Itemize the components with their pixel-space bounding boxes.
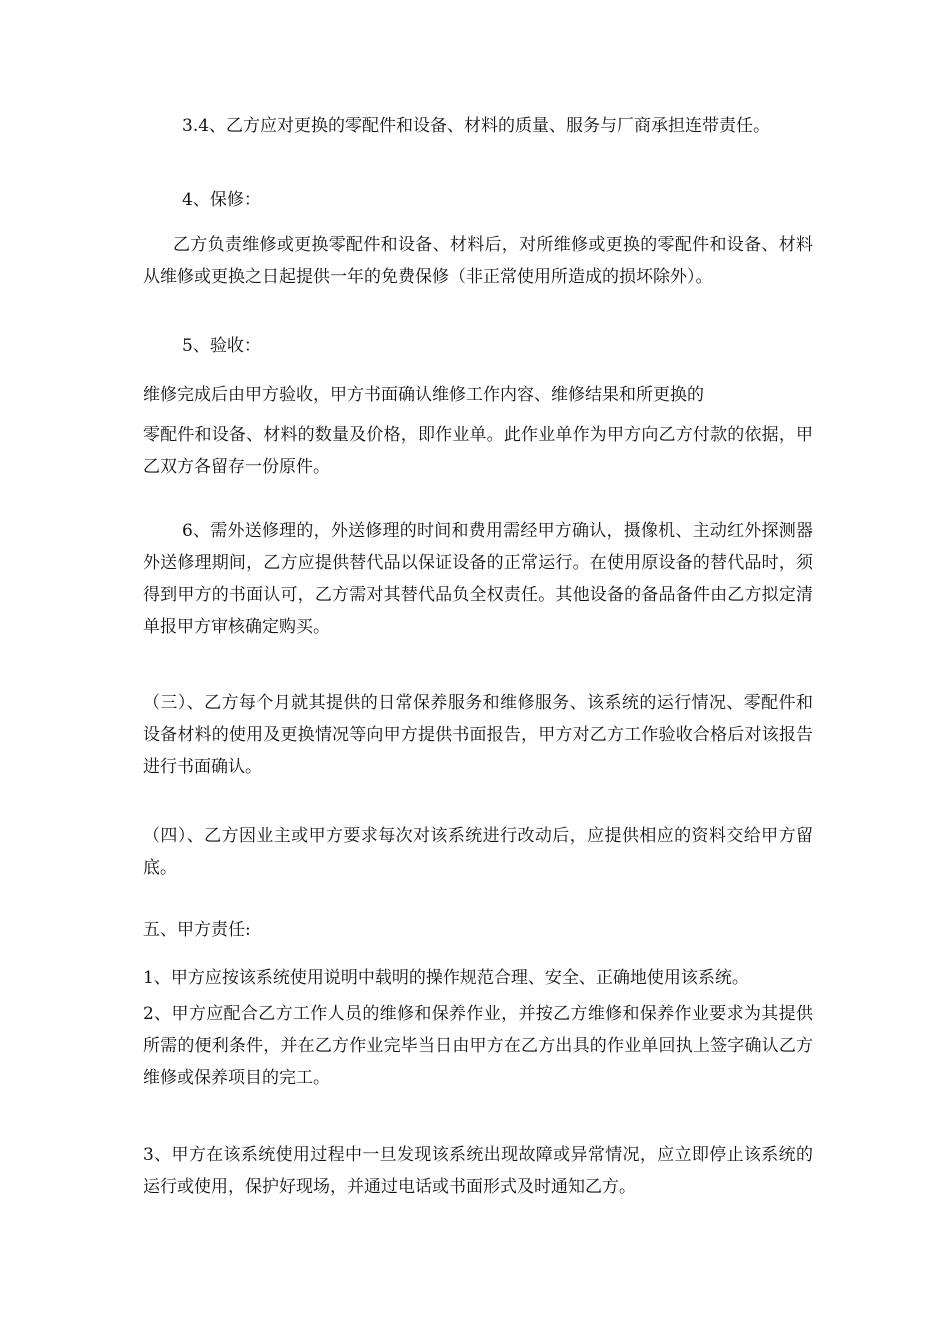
paragraph-monthly-report: （三）、乙方每个月就其提供的日常保养服务和维修服务、该系统的运行情况、零配件和设备材料的使用及更换情况等向甲方提供书面报告，甲方对乙方工作验收合格后对该报告进行书面确认。: [143, 693, 813, 777]
paragraph-party-a-2: 2、甲方应配合乙方工作人员的维修和保养作业，并按乙方维修和保养作业要求为其提供所需的便利条件，并在乙方作业完毕当日由甲方在乙方出具的作业单回执上签字确认乙方维修或保养项目的完工。: [143, 1004, 813, 1088]
paragraph-acceptance-line1: 维修完成后由甲方验收，甲方书面确认维修工作内容、维修结果和所更换的: [143, 385, 704, 405]
paragraph-acceptance-cont: 零配件和设备、材料的数量及价格，即作业单。此作业单作为甲方向乙方付款的依据，甲乙双方各留存一份原件。: [143, 425, 813, 477]
paragraph-modification-records: （四）、乙方因业主或甲方要求每次对该系统进行改动后，应提供相应的资料交给甲方留底。: [143, 826, 813, 878]
paragraph-warranty: 乙方负责维修或更换零配件和设备、材料后，对所维修或更换的零配件和设备、材料从维修或更换之日起提供一年的免费保修（非正常使用所造成的损坏除外）。: [143, 235, 813, 287]
section-heading-party-a: 五、甲方责任:: [143, 920, 251, 940]
paragraph-party-a-3: 3、甲方在该系统使用过程中一旦发现该系统出现故障或异常情况，应立即停止该系统的运行或使用，保护好现场，并通过电话或书面形式及时通知乙方。: [143, 1145, 813, 1197]
heading-acceptance: 5、验收：: [182, 336, 261, 356]
paragraph-external-repair: 6、需外送修理的，外送修理的时间和费用需经甲方确认，摄像机、主动红外探测器外送修理期间，乙方应提供替代品以保证设备的正常运行。在使用原设备的替代品时，须得到甲方的书面认可，乙方需对其替代品负全权责任。其他设备的备品备件由乙方拟定清单报甲方审核确定购买。: [143, 521, 813, 637]
paragraph-3-4: 3.4、乙方应对更换的零配件和设备、材料的质量、服务与厂商承担连带责任。: [182, 116, 771, 136]
heading-warranty: 4、保修：: [182, 190, 261, 210]
paragraph-party-a-1: 1、甲方应按该系统使用说明中载明的操作规范合理、安全、正确地使用该系统。: [143, 968, 749, 988]
